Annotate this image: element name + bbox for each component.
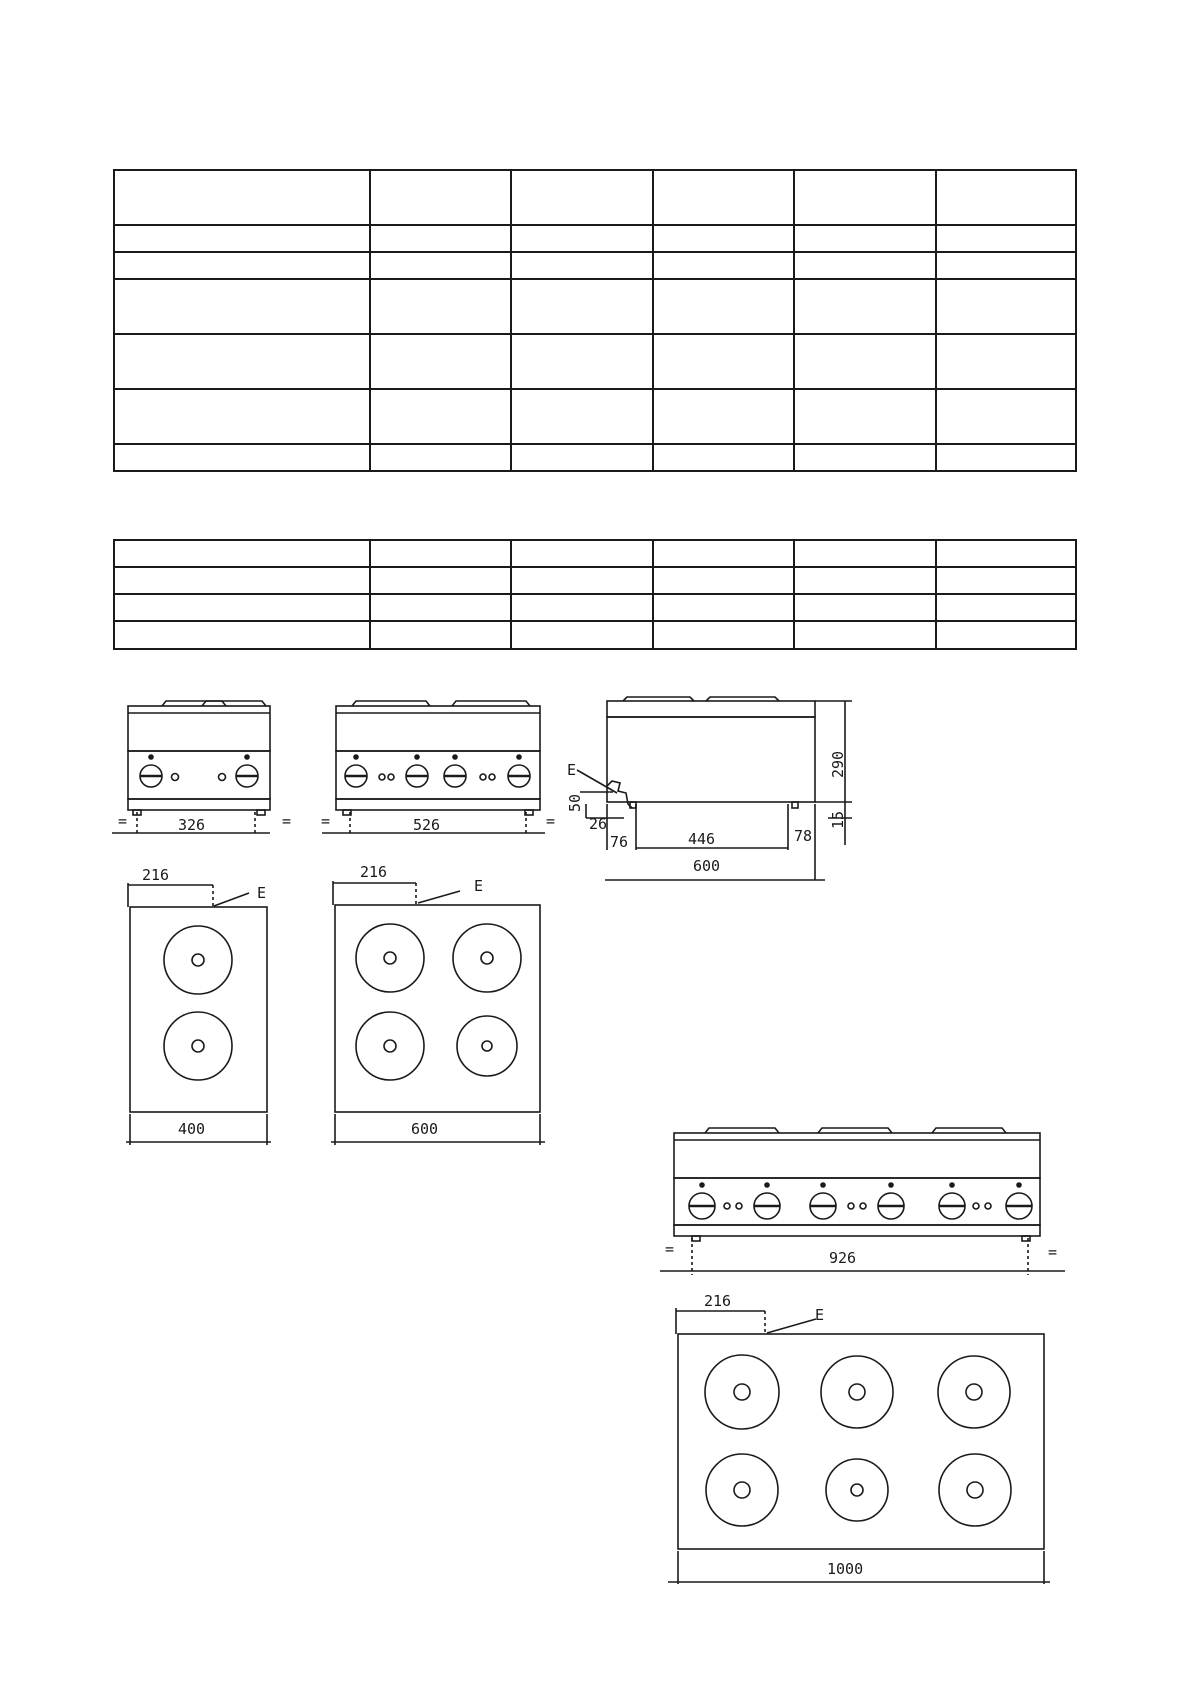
dim-offset-2: 216 [142, 866, 170, 884]
dim-connection-offset: 76 [610, 833, 629, 851]
equal-mark-left-2: = [118, 812, 128, 830]
ref-e-6: E [815, 1306, 825, 1324]
dim-top-width-4: 600 [411, 1120, 439, 1138]
side-view [577, 697, 852, 880]
equal-mark-left-4: = [321, 812, 331, 830]
equal-mark-right-6: = [1048, 1243, 1058, 1261]
dim-connection-depth: 26 [589, 815, 608, 833]
dim-foot-height: 15 [829, 810, 847, 829]
dim-front-width-4: 526 [413, 816, 441, 834]
ref-e-side: E [567, 761, 577, 779]
ref-e-2: E [257, 884, 267, 902]
dim-front-width-6: 926 [829, 1249, 857, 1267]
equal-mark-left-6: = [665, 1240, 675, 1258]
dim-offset-6: 216 [704, 1292, 732, 1310]
top-view-4-plate [331, 881, 545, 1145]
dim-total-depth: 600 [693, 857, 721, 875]
top-view-6-plate [668, 1308, 1050, 1584]
dim-connection-height: 50 [566, 793, 584, 812]
dim-top-width-6: 1000 [827, 1560, 864, 1578]
ref-e-4: E [474, 877, 484, 895]
dim-inner-depth: 446 [688, 830, 716, 848]
dim-height: 290 [829, 750, 847, 778]
dim-top-width-2: 400 [178, 1120, 206, 1138]
dim-offset-4: 216 [360, 863, 388, 881]
dim-foot-offset: 78 [794, 827, 813, 845]
top-view-2-plate [126, 883, 271, 1145]
front-view-6-plate [660, 1128, 1065, 1275]
equal-mark-right-4: = [546, 812, 556, 830]
equal-mark-right-2: = [282, 812, 292, 830]
dim-front-width-2: 326 [178, 816, 206, 834]
